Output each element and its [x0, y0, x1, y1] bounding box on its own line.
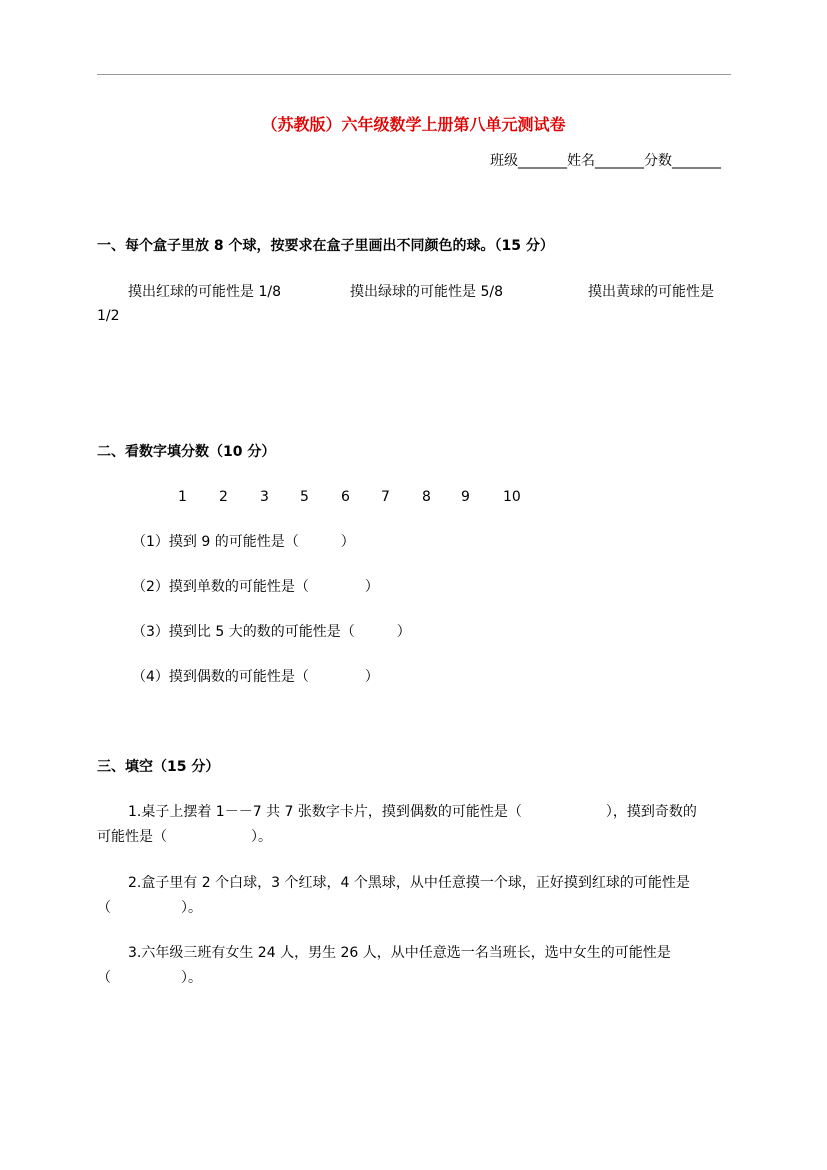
section1-yellow-value: 1/2 — [97, 308, 120, 324]
section2-question-3: （3）摸到比 5 大的数的可能性是（ ） — [132, 624, 411, 640]
number-item: 5 — [300, 489, 309, 505]
section3-question-2-line2: （ ）。 — [97, 900, 202, 916]
header-rule — [97, 74, 731, 75]
section3-question-2-line1: 2.盒子里有 2 个白球，3 个红球，4 个黑球，从中任意摸一个球，正好摸到红球的可能性是 — [128, 875, 690, 891]
section3-heading: 三、填空（15 分） — [97, 759, 220, 775]
section2-question-2: （2）摸到单数的可能性是（ ） — [132, 579, 379, 595]
section2-question-1: （1）摸到 9 的可能性是（ ） — [132, 534, 355, 550]
section3-question-3-line2: （ ）。 — [97, 970, 202, 986]
section3-question-1-line2: 可能性是（ ）。 — [97, 829, 272, 845]
section1-red-text: 摸出红球的可能性是 1/8 — [128, 284, 281, 300]
section2-question-4: （4）摸到偶数的可能性是（ ） — [132, 669, 379, 685]
number-item: 9 — [461, 489, 470, 505]
number-item: 3 — [260, 489, 269, 505]
number-row — [0, 489, 827, 509]
number-item: 8 — [422, 489, 431, 505]
page-title: （苏教版）六年级数学上册第八单元测试卷 — [261, 115, 566, 134]
number-item: 2 — [219, 489, 228, 505]
number-item: 10 — [503, 489, 521, 505]
number-item: 1 — [178, 489, 187, 505]
section1-heading: 一、每个盒子里放 8 个球，按要求在盒子里画出不同颜色的球。（15 分） — [97, 238, 554, 254]
student-info-line: 班级_______姓名_______分数_______ — [490, 153, 721, 169]
section3-question-3-line1: 3.六年级三班有女生 24 人，男生 26 人，从中任意选一名当班长，选中女生的可能性是 — [128, 945, 671, 961]
number-item: 6 — [341, 489, 350, 505]
section3-question-1-line1: 1.桌子上摆着 1－－7 共 7 张数字卡片，摸到偶数的可能性是（ ），摸到奇数的 — [128, 804, 697, 820]
number-item: 7 — [381, 489, 390, 505]
section2-heading: 二、看数字填分数（10 分） — [97, 444, 276, 460]
section1-yellow-text: 摸出黄球的可能性是 — [588, 284, 714, 300]
section1-green-text: 摸出绿球的可能性是 5/8 — [350, 284, 503, 300]
